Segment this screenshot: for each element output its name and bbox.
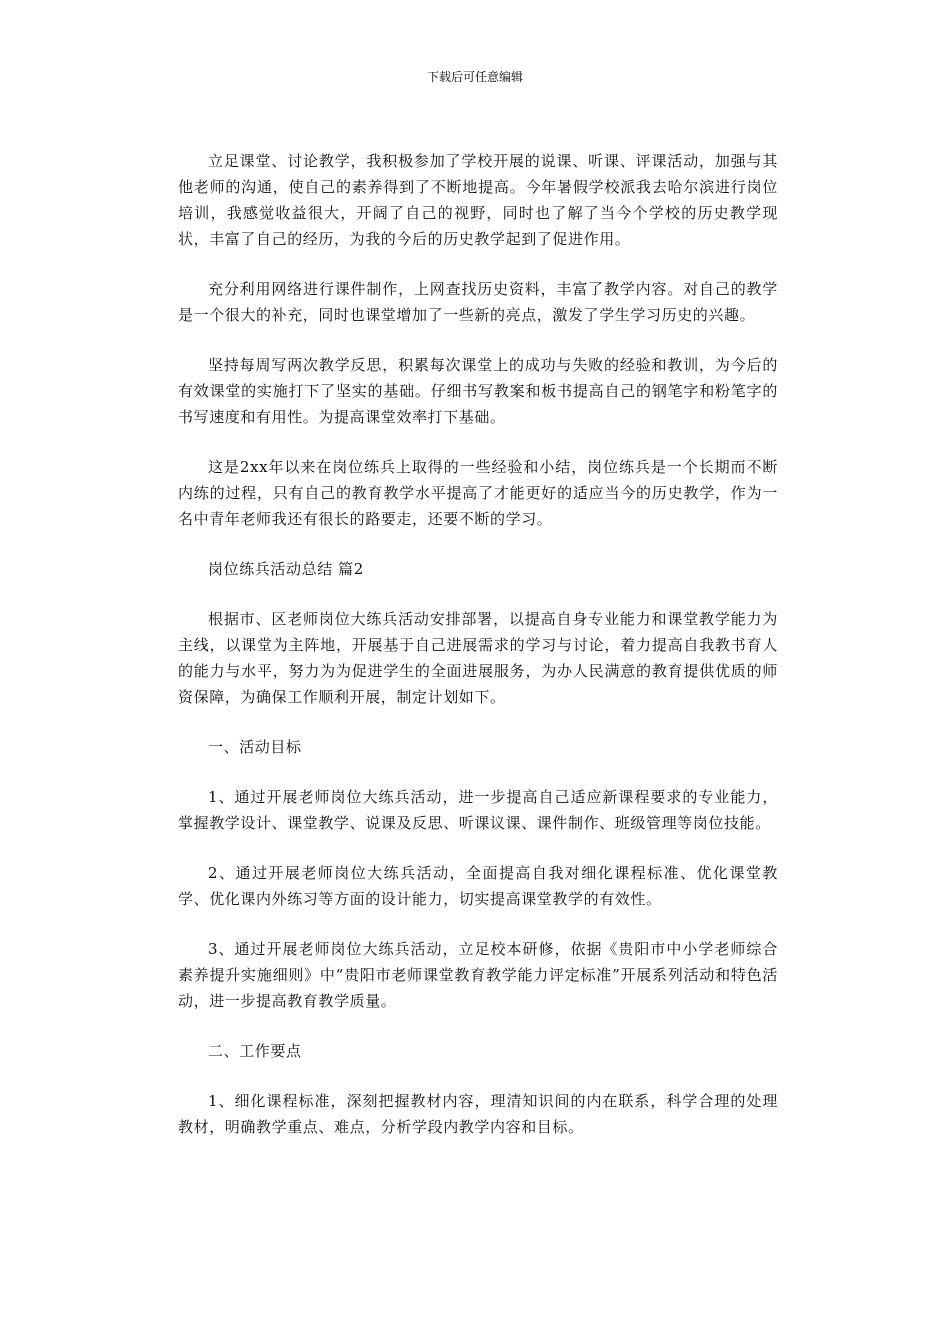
paragraph-goal-1: 1、通过开展老师岗位大练兵活动，进一步提高自己适应新课程要求的专业能力，掌握教学设计、课堂教学、说课及反思、听课议课、课件制作、班级管理等岗位技能。 [178, 788, 778, 832]
paragraph-teaching-reflection: 坚持每周写两次教学反思，积累每次课堂上的成功与失败的经验和教训，为今后的有效课堂的实施打下了坚实的基础。仔细书写教案和板书提高自己的钢笔字和粉笔字的书写速度和有用性。为提高课堂效率打下基础。 [178, 356, 778, 426]
paragraph-network-courseware: 充分利用网络进行课件制作，上网查找历史资料，丰富了教学内容。对自己的教学是一个很大的补充，同时也课堂增加了一些新的亮点，激发了学生学习历史的兴趣。 [178, 280, 778, 324]
section-title-part2: 岗位练兵活动总结 篇2 [208, 560, 364, 578]
paragraph-plan-intro: 根据市、区老师岗位大练兵活动安排部署，以提高自身专业能力和课堂教学能力为主线，以课堂为主阵地，开展基于自己进展需求的学习与讨论，着力提高自我教书育人的能力与水平，努力为为促进学生的全面进展服务，为办人民满意的教育提供优质的师资保障，为确保工作顺利开展，制定计划如下。 [178, 610, 778, 706]
heading-work-points: 二、工作要点 [208, 1042, 302, 1060]
page-header-note: 下载后可任意编辑 [426, 70, 523, 84]
paragraph-work-point-1: 1、细化课程标准，深刻把握教材内容，理清知识间的内在联系，科学合理的处理教材，明确教学重点、难点，分析学段内教学内容和目标。 [178, 1092, 778, 1136]
paragraph-summary: 这是2xx年以来在岗位练兵上取得的一些经验和小结，岗位练兵是一个长期而不断内练的过程，只有自己的教育教学水平提高了才能更好的适应当今的历史教学，作为一名中青年老师我还有很长的路要走，还要不断的学习。 [178, 458, 778, 528]
document-body [178, 148, 778, 1164]
heading-activity-goals: 一、活动目标 [208, 738, 302, 756]
paragraph-classroom-discussion: 立足课堂、讨论教学，我积极参加了学校开展的说课、听课、评课活动，加强与其他老师的沟通，使自己的素养得到了不断地提高。今年暑假学校派我去哈尔滨进行岗位培训，我感觉收益很大，开阔了自己的视野，同时也了解了当今个学校的历史教学现状，丰富了自己的经历，为我的今后的历史教学起到了促进作用。 [178, 152, 778, 248]
paragraph-goal-3: 3、通过开展老师岗位大练兵活动，立足校本研修，依据《贵阳市中小学老师综合素养提升实施细则》中“贵阳市老师课堂教育教学能力评定标准”开展系列活动和特色活动，进一步提高教育教学质量。 [178, 940, 778, 1010]
paragraph-goal-2: 2、通过开展老师岗位大练兵活动，全面提高自我对细化课程标准、优化课堂教学、优化课内外练习等方面的设计能力，切实提高课堂教学的有效性。 [178, 864, 778, 908]
